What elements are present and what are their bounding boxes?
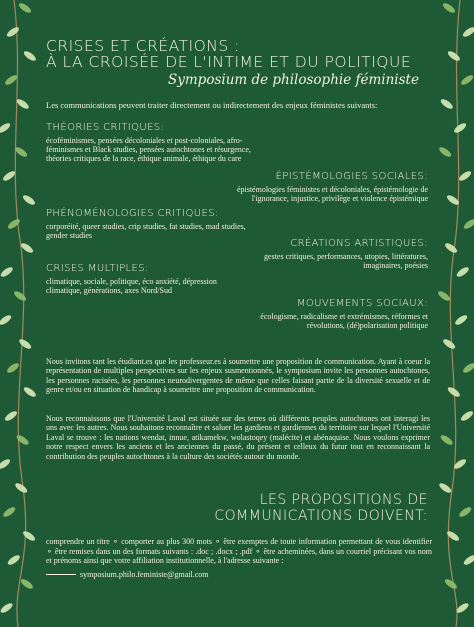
section-crises-multiples xyxy=(46,263,231,295)
leaf-icon xyxy=(4,74,19,87)
leaf-icon xyxy=(437,290,452,303)
leaf-icon xyxy=(15,434,30,447)
propositions-heading-line-1: LES PROPOSITIONS DE xyxy=(259,492,428,508)
title-line-1: CRISES ET CRÉATIONS : xyxy=(46,37,240,55)
propositions-heading-line-2: COMMUNICATIONS DOIVENT: xyxy=(214,508,428,524)
leaf-icon xyxy=(458,170,473,183)
propositions-details: comprendre un titre ⚬ comporter au plus 300 mots ⚬ être exemptes de toute information permettant de vous identifier ⚬ être remises dans un des formats suivants : .doc ; .docx ; .pdf ⚬ être acheminées, dans un courriel précisant vos nom et prénoms ainsi que votre affiliation institutionnelle, à l'adresse suivante : xyxy=(46,537,432,566)
section-body: écologisme, radicalisme et extrémismes, réformes et révolutions, (dé)polarisation politique xyxy=(260,312,428,330)
section-heading: CRISES MULTIPLES: xyxy=(46,263,149,274)
section-heading: THÉORIES CRITIQUES: xyxy=(46,122,165,133)
leaf-icon xyxy=(446,50,461,63)
section-phenomenologies-critiques xyxy=(46,208,246,240)
leaf-icon xyxy=(455,266,470,279)
leaf-icon xyxy=(18,338,33,351)
leaf-icon xyxy=(22,50,37,63)
invitation-paragraph: Nous invitons tant les étudiant.es que les professeur.es à soumettre une proposition de communication. Ayant à coeur la représentation de multiples perspectives sur les enjeux susmentionnés, le symposium invite les personnes autochtones, les personnes racisées, les personnes neurodivergentes de même que celles faisant partie de la diversité sexuelle et de genre et/ou en situation de handicap à soumettre une proposition de communication. xyxy=(46,357,430,395)
leaf-icon xyxy=(0,314,13,327)
section-body: corporéité, queer studies, crip studies, fat studies, mad studies, gender studies xyxy=(46,222,246,240)
leaf-icon xyxy=(15,98,30,111)
leaf-icon xyxy=(0,266,14,279)
leaf-icon xyxy=(438,482,453,495)
leaf-icon xyxy=(22,530,37,543)
email-dash-decoration xyxy=(46,574,76,575)
leaf-icon xyxy=(460,410,474,423)
leaf-icon xyxy=(453,122,468,135)
leaf-icon xyxy=(444,242,459,255)
section-epistemologies-sociales xyxy=(228,171,428,203)
territory-acknowledgement-paragraph: Nous reconnaissons que l'Université Laval est située sur des terres où différents peuples autochtones ont interagi les uns avec les autres. Nous souhaitons reconnaître et saluer les gardiens et gardiennes du territoire sur lequel l'Université Laval se trouve : les nations wendat, innue, atikamekw, wolastoqey (malécite) et abénaquise. Nous voulons exprimer notre respect envers les anciens et les anciennes du passé, du présent et celleux du futur tout en reconnaissant la contribution des peuples autochtones à la culture des sociétés autour du monde. xyxy=(46,414,430,461)
intro-text: Les communications peuvent traiter directement ou indirectement des enjeux féministes suivants: xyxy=(46,100,378,110)
section-body: climatique, sociale, politique, éco anxiété, dépression climatique, générations, axes Nord/Sud xyxy=(46,277,217,295)
leaf-icon xyxy=(22,194,37,207)
leaf-icon xyxy=(461,26,474,39)
email-link[interactable]: symposium.philo.feministe@gmail.com xyxy=(80,570,209,579)
leaf-icon xyxy=(462,218,474,231)
leaf-icon xyxy=(2,170,17,183)
leaf-icon xyxy=(443,578,458,591)
section-body: gestes critiques, performances, utopies, littératures, imaginaires, poésies xyxy=(264,252,428,270)
leaf-icon xyxy=(439,98,454,111)
leaf-icon xyxy=(18,2,33,15)
leaf-icon xyxy=(442,338,457,351)
leaf-icon xyxy=(462,362,474,375)
leaf-icon xyxy=(439,434,454,447)
leaf-icon xyxy=(0,602,14,615)
section-body: écoféminismes, pensées décoloniales et post-coloniales, afro-féminismes et Black studies, pensées autochtones et résurgence, théories critiques de la race, éthique animale, éthique du care xyxy=(46,136,251,163)
leaf-icon xyxy=(6,554,21,567)
title-line-2: À LA CROISÉE DE L'INTIME ET DU POLITIQUE xyxy=(46,53,412,71)
leaf-icon xyxy=(22,386,37,399)
leaf-icon xyxy=(460,74,474,87)
leaf-icon xyxy=(442,2,457,15)
page-title xyxy=(46,38,436,70)
subtitle: Symposium de philosophie féministe xyxy=(168,72,419,88)
section-heading: ÉPISTÉMOLOGIES SOCIALES: xyxy=(275,171,428,182)
section-creations-artistiques xyxy=(228,238,428,270)
leaf-icon xyxy=(454,314,469,327)
leaf-icon xyxy=(4,410,19,423)
section-heading: PHÉNOMÉNOLOGIES CRITIQUES: xyxy=(46,208,219,219)
leaf-icon xyxy=(0,458,12,471)
leaf-icon xyxy=(438,146,453,159)
right-vine-decoration xyxy=(426,0,474,627)
section-mouvements-sociaux xyxy=(228,298,428,330)
leaf-icon xyxy=(13,290,28,303)
section-theories-critiques xyxy=(46,122,276,163)
section-heading: CRÉATIONS ARTISTIQUES: xyxy=(290,238,428,249)
leaf-icon xyxy=(5,26,20,39)
section-body: épistémologies féministes et décoloniales, épistémologie de l'ignorance, injustice, privilège et violence épistémique xyxy=(236,185,428,203)
leaf-icon xyxy=(6,362,21,375)
email-line xyxy=(46,570,208,579)
leaf-icon xyxy=(0,122,12,135)
leaf-icon xyxy=(14,482,29,495)
propositions-heading xyxy=(128,492,428,524)
leaf-icon xyxy=(462,554,474,567)
section-heading: MOUVEMENTS SOCIAUX: xyxy=(296,298,428,309)
left-vine-decoration xyxy=(0,0,48,627)
leaf-icon xyxy=(458,506,473,519)
leaf-icon xyxy=(2,506,17,519)
leaf-icon xyxy=(19,578,34,591)
